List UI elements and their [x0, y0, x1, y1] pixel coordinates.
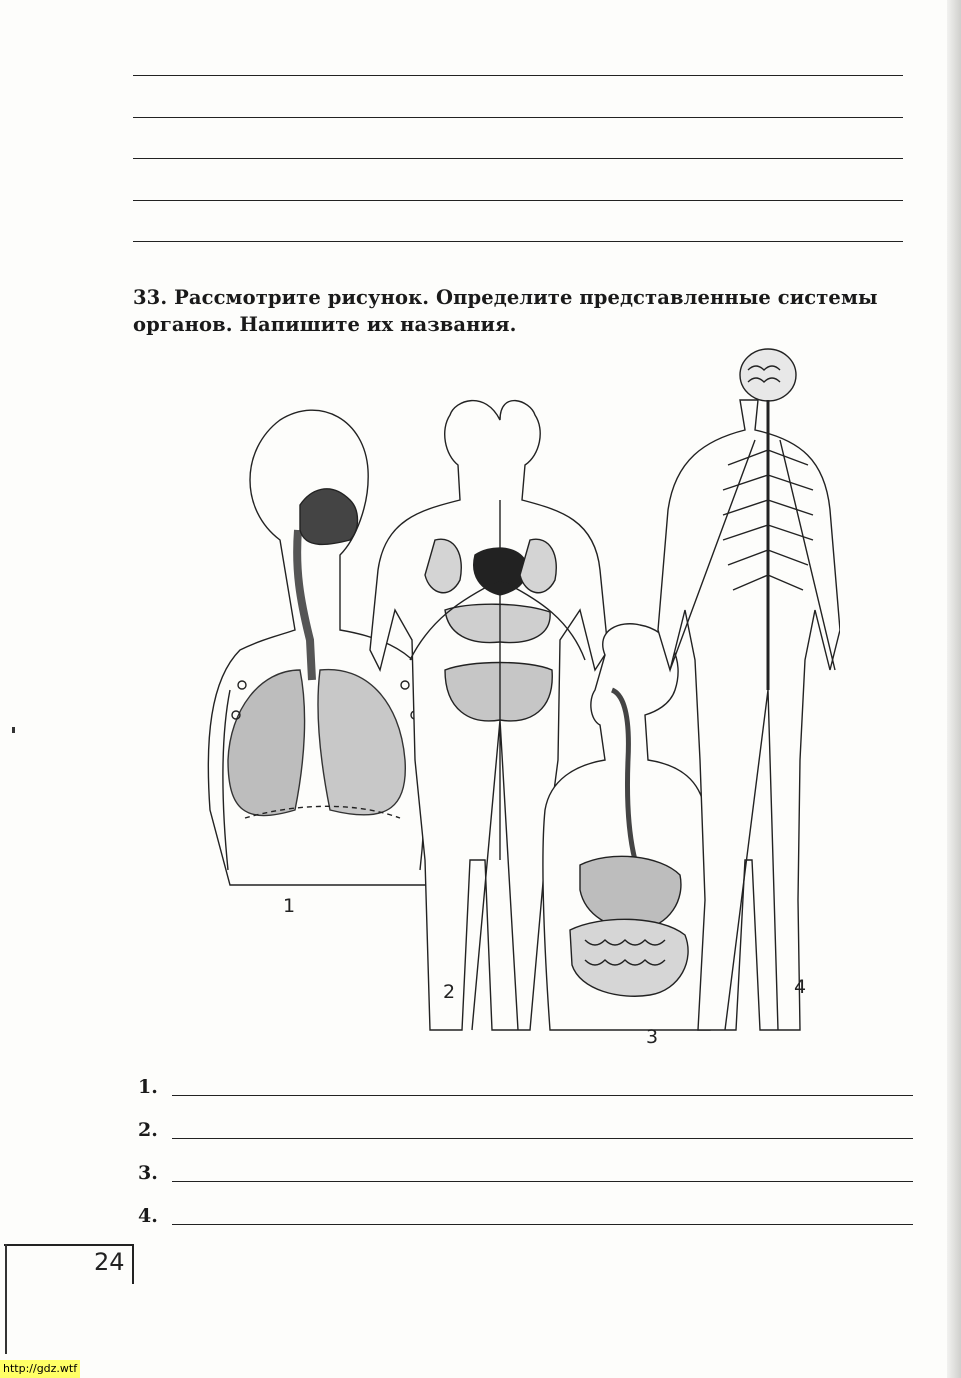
answer-line[interactable]: [172, 1224, 913, 1225]
page-edge-shadow: [947, 0, 961, 1378]
page-number-divider: [132, 1244, 134, 1284]
watermark-link[interactable]: http://gdz.wtf: [0, 1360, 80, 1378]
answer-number: 4.: [138, 1205, 158, 1227]
answer-row-3[interactable]: [138, 1162, 913, 1186]
blank-writing-line: [133, 241, 903, 242]
answer-row-2[interactable]: [138, 1119, 913, 1143]
answer-number: 3.: [138, 1162, 158, 1184]
answer-row-4[interactable]: [138, 1205, 913, 1229]
figure-label-3: 3: [646, 1026, 659, 1048]
blank-writing-line: [133, 158, 903, 159]
figure-label-4: 4: [794, 976, 807, 998]
answer-line[interactable]: [172, 1095, 913, 1096]
answer-line[interactable]: [172, 1138, 913, 1139]
answer-line[interactable]: [172, 1181, 913, 1182]
blank-writing-line: [133, 200, 903, 201]
page-number: 24: [94, 1248, 125, 1276]
figure-label-2: 2: [443, 981, 456, 1003]
scan-speck: [12, 727, 15, 733]
digestive-system-illustration: [543, 624, 710, 1030]
page-number-rule: [4, 1244, 132, 1246]
question-text: 33. Рассмотрите рисунок. Определите представленные системы органов. Напишите их названия.: [133, 286, 878, 336]
answer-number: 2.: [138, 1119, 158, 1141]
blank-writing-line: [133, 117, 903, 118]
figure-label-1: 1: [283, 895, 296, 917]
respiratory-system-illustration: [208, 410, 438, 885]
organ-systems-figure: [200, 340, 840, 1060]
blank-writing-line: [133, 75, 903, 76]
page-left-bar: [5, 1244, 7, 1354]
answer-number: 1.: [138, 1076, 158, 1098]
answer-row-1[interactable]: [138, 1076, 913, 1100]
